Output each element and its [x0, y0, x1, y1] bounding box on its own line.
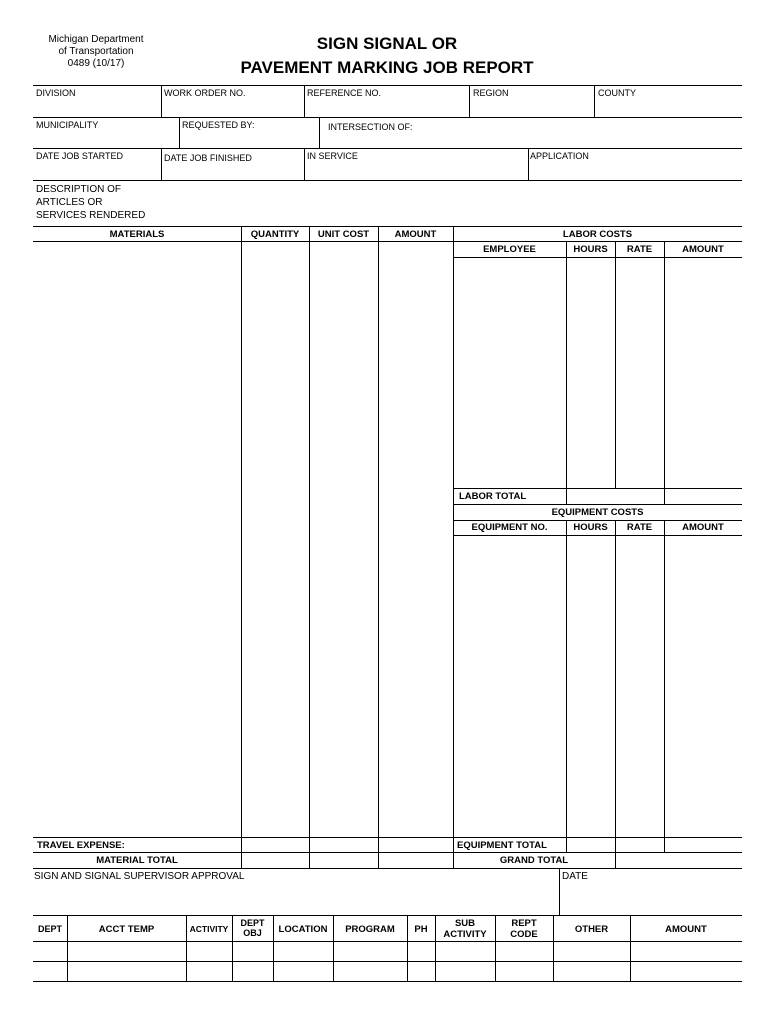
activity-header: ACTIVITY — [189, 924, 229, 934]
date-finished-field[interactable]: DATE JOB FINISHED — [164, 153, 252, 163]
equipment-amount-header: AMOUNT — [682, 522, 724, 533]
divider — [453, 226, 454, 868]
ph-header: PH — [414, 924, 428, 935]
accounting-bottom-border — [33, 981, 742, 982]
rept-code-header — [495, 918, 553, 940]
agency-name — [40, 34, 152, 70]
divider — [304, 148, 305, 180]
form-title-line-2: PAVEMENT MARKING JOB REPORT — [240, 58, 534, 77]
location-header: LOCATION — [278, 924, 328, 935]
labor-total-label: LABOR TOTAL — [459, 491, 527, 502]
in-service-field[interactable]: IN SERVICE — [307, 151, 358, 161]
equipment-rate-header: RATE — [626, 522, 653, 533]
sub-activity-line-2: ACTIVITY — [443, 929, 487, 940]
description-line-3: SERVICES RENDERED — [36, 210, 146, 221]
divider — [615, 520, 616, 868]
divider — [559, 868, 560, 915]
divider — [309, 226, 310, 868]
row-divider-2 — [33, 148, 742, 149]
divider — [566, 241, 567, 504]
divider — [179, 117, 180, 148]
grand-total-label: GRAND TOTAL — [499, 855, 569, 866]
equipment-no-header: EQUIPMENT NO. — [471, 522, 548, 533]
approval-date-field[interactable]: DATE — [562, 871, 588, 882]
rept-code-line-1: REPT — [511, 918, 537, 929]
application-field[interactable]: APPLICATION — [530, 151, 589, 161]
accounting-top-border — [33, 915, 742, 916]
accounting-amount-header: AMOUNT — [665, 924, 707, 935]
divider — [469, 85, 470, 117]
description-line-2: ARTICLES OR — [36, 197, 103, 208]
material-total-label: MATERIAL TOTAL — [96, 855, 178, 866]
row-divider-1 — [33, 117, 742, 118]
labor-header-underline — [453, 257, 742, 258]
divider — [161, 148, 162, 180]
equipment-total-label: EQUIPMENT TOTAL — [457, 840, 547, 851]
acct-temp-header: ACCT TEMP — [98, 924, 155, 935]
dept-obj-line-1: DEPT — [240, 918, 265, 928]
date-started-field[interactable]: DATE JOB STARTED — [36, 151, 124, 161]
unit-cost-header: UNIT COST — [317, 229, 370, 240]
accounting-header-underline — [33, 941, 742, 942]
supervisor-approval-field[interactable]: SIGN AND SIGNAL SUPERVISOR APPROVAL — [34, 871, 245, 882]
divider — [528, 148, 529, 180]
form-title — [200, 32, 574, 80]
equipment-header-underline — [453, 535, 742, 536]
labor-hours-header: HOURS — [573, 244, 608, 255]
reference-field[interactable]: REFERENCE NO. — [307, 88, 382, 98]
materials-header-underline — [33, 241, 453, 242]
program-header: PROGRAM — [345, 924, 395, 935]
divider — [615, 241, 616, 488]
divider — [664, 241, 665, 504]
form-title-line-1: SIGN SIGNAL OR — [316, 34, 458, 53]
form-code: 0489 (10/17) — [67, 58, 125, 69]
equipment-title-underline — [453, 520, 742, 521]
equipment-hours-header: HOURS — [573, 522, 608, 533]
divider — [664, 520, 665, 852]
table-top-border — [33, 226, 742, 227]
amount-header: AMOUNT — [394, 229, 437, 240]
division-field[interactable]: DIVISION — [36, 88, 76, 98]
labor-title-underline — [453, 241, 742, 242]
accounting-row-divider — [33, 961, 742, 962]
county-field[interactable]: COUNTY — [598, 88, 636, 98]
employee-header: EMPLOYEE — [483, 244, 536, 255]
sub-activity-header — [435, 918, 495, 940]
divider — [319, 117, 320, 148]
labor-rate-header: RATE — [626, 244, 653, 255]
labor-costs-title: LABOR COSTS — [562, 229, 633, 240]
description-label — [36, 183, 145, 222]
row-divider-3 — [33, 180, 742, 181]
divider — [304, 85, 305, 117]
agency-line-2: of Transportation — [58, 46, 134, 57]
sub-activity-line-1: SUB — [454, 918, 476, 929]
equipment-costs-title: EQUIPMENT COSTS — [551, 507, 644, 518]
travel-expense-label: TRAVEL EXPENSE: — [37, 840, 125, 851]
totals-middle-border — [33, 852, 742, 853]
intersection-field[interactable]: INTERSECTION OF: — [328, 122, 413, 132]
divider — [161, 85, 162, 117]
materials-header: MATERIALS — [109, 229, 165, 240]
other-header: OTHER — [574, 924, 609, 935]
dept-obj-line-2: OBJ — [243, 928, 262, 938]
totals-bottom-border — [33, 868, 742, 869]
agency-line-1: Michigan Department — [48, 34, 144, 45]
labor-amount-header: AMOUNT — [682, 244, 724, 255]
divider — [378, 226, 379, 868]
labor-total-top — [453, 488, 742, 489]
labor-total-bottom — [453, 504, 742, 505]
totals-top-border — [33, 837, 742, 838]
rept-code-line-2: CODE — [510, 929, 538, 940]
divider — [241, 226, 242, 868]
description-line-1: DESCRIPTION OF — [36, 184, 122, 195]
dept-obj-header — [232, 918, 273, 938]
municipality-field[interactable]: MUNICIPALITY — [36, 120, 99, 130]
dept-header: DEPT — [37, 924, 62, 934]
quantity-header: QUANTITY — [250, 229, 300, 240]
divider — [566, 520, 567, 852]
work-order-field[interactable]: WORK ORDER NO. — [164, 88, 246, 98]
divider — [594, 85, 595, 117]
top-border — [33, 85, 742, 86]
region-field[interactable]: REGION — [473, 88, 509, 98]
requested-by-field[interactable]: REQUESTED BY: — [182, 120, 255, 130]
